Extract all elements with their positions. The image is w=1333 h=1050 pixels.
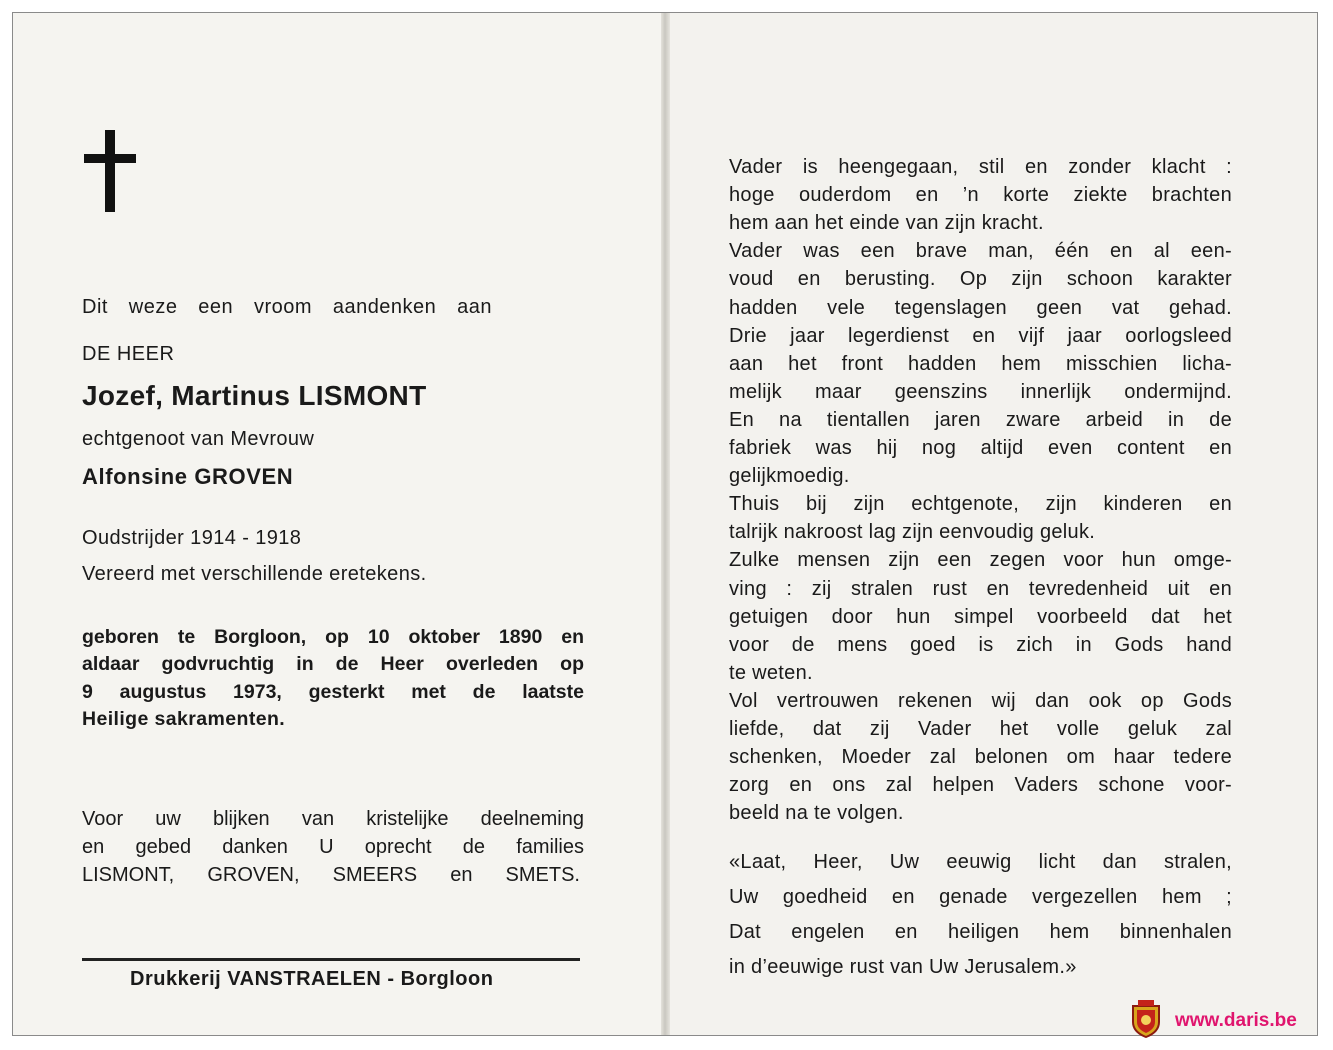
prayer-line: Dat engelen en heiligen hem binnenhalen xyxy=(729,921,1232,943)
bio-line: aldaar godvruchtig in de Heer overleden op xyxy=(82,653,584,675)
veteran-text: Oudstrijder 1914 - 1918 xyxy=(82,527,302,549)
memorial-text-line: hadden vele tegenslagen geen vat gehad. xyxy=(729,296,1232,319)
divider xyxy=(82,958,580,961)
memorial-text-line: getuigen door hun simpel voorbeeld dat het xyxy=(729,605,1232,628)
memorial-text-line: gelijkmoedig. xyxy=(729,465,850,488)
memorial-text-line: Thuis bij zijn echtgenote, zijn kinderen en xyxy=(729,493,1232,516)
memorial-text-line: liefde, dat zij Vader het volle geluk zal xyxy=(729,718,1232,740)
title-text: DE HEER xyxy=(82,343,175,365)
watermark-site: www.daris.be xyxy=(1175,1010,1297,1031)
honors-text: Vereerd met verschillende eretekens. xyxy=(82,563,427,585)
memorial-text-line: hoge ouderdom en ’n korte ziekte brachten xyxy=(729,184,1232,207)
memorial-text-line: Vader was een brave man, één en al een- xyxy=(729,240,1232,263)
prayer-line: Uw goedheid en genade vergezellen hem ; xyxy=(729,886,1232,908)
memorial-text-line: Vader is heengegaan, stil en zonder klacht : xyxy=(729,156,1232,178)
memorial-text-line: melijk maar geenszins innerlijk ondermijnd. xyxy=(729,380,1232,403)
crest-icon xyxy=(1129,998,1163,1038)
memorial-text-line: Vol vertrouwen rekenen wij dan ook op Gods xyxy=(729,689,1232,712)
memorial-text-line: aan het front hadden hem misschien licha- xyxy=(729,352,1232,375)
card-fold xyxy=(661,13,670,1035)
memorial-text-line: En na tientallen jaren zware arbeid in de xyxy=(729,408,1232,431)
prayer-line: «Laat, Heer, Uw eeuwig licht dan stralen, xyxy=(729,851,1232,873)
spouse-name: Alfonsine GROVEN xyxy=(82,464,294,489)
deceased-name: Jozef, Martinus LISMONT xyxy=(82,380,427,411)
thanks-line: Voor uw blijken van kristelijke deelneming xyxy=(82,808,584,830)
memorial-text-line: beeld na te volgen. xyxy=(729,802,904,825)
intro-text: Dit weze een vroom aandenken aan xyxy=(82,296,492,318)
spouse-label: echtgenoot van Mevrouw xyxy=(82,428,315,450)
bio-line: Heilige sakramenten. xyxy=(82,708,286,730)
printer-credit: Drukkerij VANSTRAELEN - Borgloon xyxy=(130,968,494,990)
memorial-text-line: hem aan het einde van zijn kracht. xyxy=(729,212,1044,235)
memorial-text-line: schenken, Moeder zal belonen om haar tedere xyxy=(729,746,1232,769)
thanks-line: en gebed danken U oprecht de families xyxy=(82,836,584,858)
bio-line: geboren te Borgloon, op 10 oktober 1890 en xyxy=(82,626,584,648)
memorial-text-line: Drie jaar legerdienst en vijf jaar oorlogsleed xyxy=(729,324,1232,347)
memorial-text-line: voud en berusting. Op zijn schoon karakter xyxy=(729,268,1232,291)
memorial-text-line: ving : zij stralen rust en tevredenheid uit en xyxy=(729,577,1232,600)
prayer-line: in d’eeuwige rust van Uw Jerusalem.» xyxy=(729,956,1077,978)
memorial-text-line: Zulke mensen zijn een zegen voor hun omge- xyxy=(729,549,1232,572)
cross-icon xyxy=(84,130,136,212)
memorial-text-line: zorg en ons zal helpen Vaders schone voor- xyxy=(729,774,1232,797)
memorial-text-line: voor de mens goed is zich in Gods hand xyxy=(729,633,1232,656)
thanks-line: LISMONT, GROVEN, SMEERS en SMETS. xyxy=(82,864,580,886)
memorial-text-line: fabriek was hij nog altijd even content en xyxy=(729,437,1232,459)
memorial-text-line: talrijk nakroost lag zijn eenvoudig geluk. xyxy=(729,521,1096,544)
memorial-text-line: te weten. xyxy=(729,661,813,684)
bio-line: 9 augustus 1973, gesterkt met de laatste xyxy=(82,681,584,703)
